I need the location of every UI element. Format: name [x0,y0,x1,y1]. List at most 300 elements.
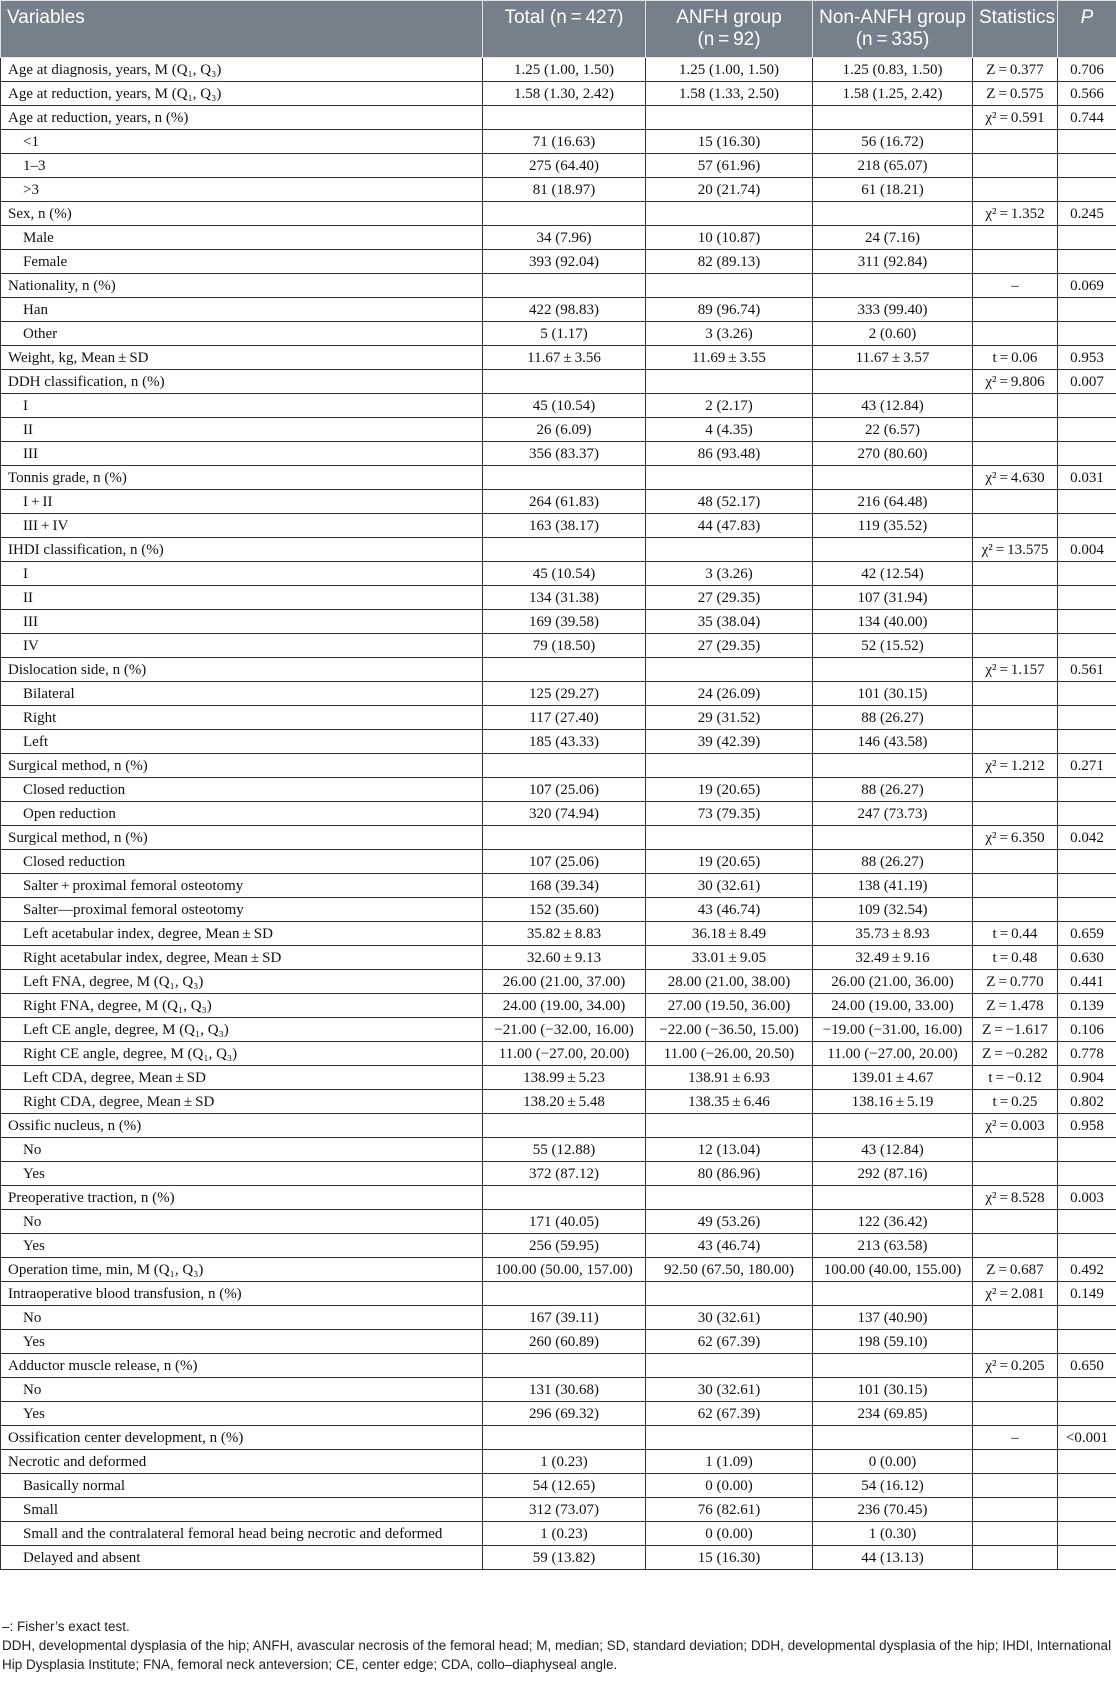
statistics-cell: Z = 0.770 [973,970,1058,994]
non-anfh-cell: 24.00 (19.00, 33.00) [813,994,973,1018]
variable-cell: Salter + proximal femoral osteotomy [1,874,483,898]
total-cell [483,826,646,850]
statistics-cell: t = 0.25 [973,1090,1058,1114]
statistics-cell [973,730,1058,754]
anfh-cell: 33.01 ± 9.05 [646,946,813,970]
non-anfh-cell: 213 (63.58) [813,1234,973,1258]
header-p [1058,1,1116,58]
variable-cell: Yes [1,1162,483,1186]
anfh-cell: 10 (10.87) [646,226,813,250]
total-cell: 5 (1.17) [483,322,646,346]
non-anfh-cell: 270 (80.60) [813,442,973,466]
anfh-cell: 3 (3.26) [646,562,813,586]
variable-cell: Ossific nucleus, n (%) [1,1114,483,1138]
p-value-cell [1058,874,1116,898]
anfh-cell [646,370,813,394]
statistics-cell [973,1234,1058,1258]
p-value-cell [1058,1522,1116,1546]
table-row [1,514,1116,538]
table-row [1,1090,1116,1114]
statistics-cell: – [973,1426,1058,1450]
non-anfh-cell: 107 (31.94) [813,586,973,610]
anfh-cell: 57 (61.96) [646,154,813,178]
total-cell: 185 (43.33) [483,730,646,754]
anfh-cell [646,538,813,562]
non-anfh-cell [813,1114,973,1138]
non-anfh-cell: 43 (12.84) [813,394,973,418]
statistics-cell [973,442,1058,466]
total-cell: 34 (7.96) [483,226,646,250]
total-cell [483,658,646,682]
statistics-cell [973,1306,1058,1330]
p-value-cell [1058,154,1116,178]
non-anfh-cell: 22 (6.57) [813,418,973,442]
statistics-cell [973,1450,1058,1474]
table-row [1,1138,1116,1162]
table-row [1,274,1116,298]
anfh-cell: 2 (2.17) [646,394,813,418]
total-cell: 320 (74.94) [483,802,646,826]
header-variables: Variables [1,1,483,58]
p-value-cell [1058,850,1116,874]
non-anfh-cell: 43 (12.84) [813,1138,973,1162]
non-anfh-cell [813,1186,973,1210]
total-cell: 138.99 ± 5.23 [483,1066,646,1090]
p-value-cell: 0.003 [1058,1186,1116,1210]
table-row [1,178,1116,202]
table-row [1,226,1116,250]
variable-cell: Surgical method, n (%) [1,754,483,778]
variable-cell: IHDI classification, n (%) [1,538,483,562]
non-anfh-cell: 139.01 ± 4.67 [813,1066,973,1090]
anfh-cell: 11.00 (−26.00, 20.50) [646,1042,813,1066]
p-value-cell [1058,1402,1116,1426]
p-value-cell: 0.139 [1058,994,1116,1018]
non-anfh-cell: 236 (70.45) [813,1498,973,1522]
table-row [1,754,1116,778]
p-value-cell [1058,898,1116,922]
statistics-cell: χ² = 1.352 [973,202,1058,226]
header-statistics: Statistics [973,1,1058,58]
non-anfh-cell: 1.25 (0.83, 1.50) [813,58,973,82]
total-cell: −21.00 (−32.00, 16.00) [483,1018,646,1042]
variable-cell: II [1,418,483,442]
variable-cell: Sex, n (%) [1,202,483,226]
p-value-cell [1058,1138,1116,1162]
anfh-cell: 1.58 (1.33, 2.50) [646,82,813,106]
total-cell [483,538,646,562]
table-row [1,610,1116,634]
p-value-cell: 0.492 [1058,1258,1116,1282]
p-value-cell: 0.706 [1058,58,1116,82]
non-anfh-cell: 333 (99.40) [813,298,973,322]
statistics-cell [973,418,1058,442]
anfh-cell: 30 (32.61) [646,1306,813,1330]
anfh-cell: 92.50 (67.50, 180.00) [646,1258,813,1282]
total-cell [483,202,646,226]
total-cell [483,1354,646,1378]
table-row [1,370,1116,394]
variable-cell: Left [1,730,483,754]
total-cell: 11.67 ± 3.56 [483,346,646,370]
p-value-cell [1058,418,1116,442]
total-cell: 35.82 ± 8.83 [483,922,646,946]
p-value-cell: 0.953 [1058,346,1116,370]
variable-cell: Small [1,1498,483,1522]
non-anfh-cell: 1.58 (1.25, 2.42) [813,82,973,106]
statistics-cell [973,634,1058,658]
p-value-cell: 0.149 [1058,1282,1116,1306]
variable-cell: DDH classification, n (%) [1,370,483,394]
anfh-cell: 89 (96.74) [646,298,813,322]
anfh-cell: 138.35 ± 6.46 [646,1090,813,1114]
anfh-cell [646,1426,813,1450]
anfh-cell [646,1186,813,1210]
table-row [1,538,1116,562]
non-anfh-cell: 52 (15.52) [813,634,973,658]
statistics-cell [973,1402,1058,1426]
total-cell [483,274,646,298]
statistics-cell: χ² = 0.591 [973,106,1058,130]
header-non-anfh-group [813,1,973,58]
non-anfh-cell [813,1282,973,1306]
total-cell: 125 (29.27) [483,682,646,706]
p-value-cell: 0.659 [1058,922,1116,946]
non-anfh-cell: 32.49 ± 9.16 [813,946,973,970]
non-anfh-cell: 292 (87.16) [813,1162,973,1186]
statistics-cell: χ² = 8.528 [973,1186,1058,1210]
header-anfh-group [646,1,813,58]
anfh-cell: 30 (32.61) [646,874,813,898]
variable-cell: Other [1,322,483,346]
p-value-cell: 0.271 [1058,754,1116,778]
variable-cell: Tonnis grade, n (%) [1,466,483,490]
statistics-cell [973,850,1058,874]
footnote-fisher: –: Fisher’s exact test. [2,1619,130,1634]
table-row [1,850,1116,874]
statistics-cell: t = 0.48 [973,946,1058,970]
variable-cell: Right CE angle, degree, M (Q₁, Q₃) [1,1042,483,1066]
anfh-cell: 62 (67.39) [646,1330,813,1354]
total-cell: 59 (13.82) [483,1546,646,1570]
p-value-cell [1058,610,1116,634]
anfh-cell: 36.18 ± 8.49 [646,922,813,946]
p-value-cell: 0.561 [1058,658,1116,682]
table-row [1,82,1116,106]
p-value-cell: 0.069 [1058,274,1116,298]
statistics-cell [973,1546,1058,1570]
anfh-cell [646,274,813,298]
p-value-cell [1058,730,1116,754]
table-header [1,1,1116,58]
statistics-cell: t = 0.06 [973,346,1058,370]
variable-cell: III [1,610,483,634]
total-cell: 264 (61.83) [483,490,646,514]
statistics-cell: Z = 0.575 [973,82,1058,106]
anfh-cell: 35 (38.04) [646,610,813,634]
anfh-cell [646,1282,813,1306]
variable-cell: Operation time, min, M (Q₁, Q₃) [1,1258,483,1282]
non-anfh-cell: 88 (26.27) [813,706,973,730]
p-value-cell [1058,1234,1116,1258]
non-anfh-cell: 11.67 ± 3.57 [813,346,973,370]
variable-cell: No [1,1378,483,1402]
statistics-cell [973,1522,1058,1546]
table-row [1,1522,1116,1546]
statistics-cell [973,1210,1058,1234]
anfh-cell: −22.00 (−36.50, 15.00) [646,1018,813,1042]
variable-cell: Bilateral [1,682,483,706]
non-anfh-cell: 101 (30.15) [813,1378,973,1402]
statistics-cell [973,586,1058,610]
total-cell: 134 (31.38) [483,586,646,610]
p-value-cell: 0.566 [1058,82,1116,106]
statistics-cell [973,1378,1058,1402]
total-cell: 167 (39.11) [483,1306,646,1330]
total-cell: 24.00 (19.00, 34.00) [483,994,646,1018]
statistics-cell [973,610,1058,634]
non-anfh-cell: 88 (26.27) [813,778,973,802]
p-value-cell [1058,298,1116,322]
non-anfh-cell: 2 (0.60) [813,322,973,346]
variable-cell: 1–3 [1,154,483,178]
non-anfh-cell: 122 (36.42) [813,1210,973,1234]
p-value-cell: 0.904 [1058,1066,1116,1090]
table-row [1,1354,1116,1378]
total-cell [483,754,646,778]
non-anfh-cell: 109 (32.54) [813,898,973,922]
table-row [1,1210,1116,1234]
statistics-cell: Z = 1.478 [973,994,1058,1018]
variable-cell: Age at reduction, years, M (Q₁, Q₃) [1,82,483,106]
anfh-cell [646,754,813,778]
table-row [1,1498,1116,1522]
total-cell: 312 (73.07) [483,1498,646,1522]
p-value-cell: 0.031 [1058,466,1116,490]
header-non-anfh-text: Non-ANFH group (n = 335) [819,7,966,50]
anfh-cell: 76 (82.61) [646,1498,813,1522]
variable-cell: Adductor muscle release, n (%) [1,1354,483,1378]
p-value-cell [1058,178,1116,202]
table-row [1,1282,1116,1306]
variable-cell: Male [1,226,483,250]
statistics-cell: χ² = 1.212 [973,754,1058,778]
variable-cell: Preoperative traction, n (%) [1,1186,483,1210]
non-anfh-cell: 24 (7.16) [813,226,973,250]
p-value-cell: 0.004 [1058,538,1116,562]
anfh-cell: 82 (89.13) [646,250,813,274]
total-cell: 71 (16.63) [483,130,646,154]
non-anfh-cell [813,538,973,562]
anfh-cell: 29 (31.52) [646,706,813,730]
variable-cell: No [1,1306,483,1330]
variable-cell: Yes [1,1330,483,1354]
total-cell: 138.20 ± 5.48 [483,1090,646,1114]
p-value-cell [1058,682,1116,706]
non-anfh-cell: 42 (12.54) [813,562,973,586]
table-row [1,130,1116,154]
variable-cell: Right FNA, degree, M (Q₁, Q₃) [1,994,483,1018]
header-p-text: P [1080,7,1094,28]
anfh-cell: 15 (16.30) [646,1546,813,1570]
table-row [1,1114,1116,1138]
variable-cell: Open reduction [1,802,483,826]
non-anfh-cell: 61 (18.21) [813,178,973,202]
anfh-cell [646,1114,813,1138]
table-row [1,922,1116,946]
p-value-cell [1058,778,1116,802]
table-row [1,658,1116,682]
variable-cell: I + II [1,490,483,514]
variable-cell: Left FNA, degree, M (Q₁, Q₃) [1,970,483,994]
p-value-cell: 0.650 [1058,1354,1116,1378]
table-row [1,946,1116,970]
p-value-cell [1058,802,1116,826]
p-value-cell [1058,1546,1116,1570]
footnotes [0,1617,1114,1674]
non-anfh-cell: −19.00 (−31.00, 16.00) [813,1018,973,1042]
table-row [1,730,1116,754]
anfh-cell: 4 (4.35) [646,418,813,442]
total-cell: 1 (0.23) [483,1450,646,1474]
anfh-cell: 48 (52.17) [646,490,813,514]
header-anfh-text: ANFH group (n = 92) [676,7,782,50]
variable-cell: Closed reduction [1,778,483,802]
table-row [1,1426,1116,1450]
statistics-cell: χ² = 1.157 [973,658,1058,682]
table-row [1,250,1116,274]
anfh-cell: 27.00 (19.50, 36.00) [646,994,813,1018]
non-anfh-cell: 234 (69.85) [813,1402,973,1426]
p-value-cell: 0.744 [1058,106,1116,130]
non-anfh-cell: 100.00 (40.00, 155.00) [813,1258,973,1282]
table-row [1,586,1116,610]
p-value-cell [1058,586,1116,610]
total-cell: 45 (10.54) [483,562,646,586]
anfh-cell: 28.00 (21.00, 38.00) [646,970,813,994]
variable-cell: Surgical method, n (%) [1,826,483,850]
statistics-cell: χ² = 2.081 [973,1282,1058,1306]
non-anfh-cell: 119 (35.52) [813,514,973,538]
statistics-cell [973,250,1058,274]
anfh-cell: 1.25 (1.00, 1.50) [646,58,813,82]
variable-cell: Right [1,706,483,730]
statistics-cell: t = −0.12 [973,1066,1058,1090]
table-row [1,1378,1116,1402]
non-anfh-cell [813,106,973,130]
total-cell: 107 (25.06) [483,850,646,874]
table-row [1,706,1116,730]
total-cell [483,1186,646,1210]
total-cell: 296 (69.32) [483,1402,646,1426]
total-cell: 169 (39.58) [483,610,646,634]
statistics-cell [973,1498,1058,1522]
p-value-cell: 0.106 [1058,1018,1116,1042]
variable-cell: Dislocation side, n (%) [1,658,483,682]
table-row [1,826,1116,850]
statistics-cell [973,154,1058,178]
table-row [1,1042,1116,1066]
total-cell: 117 (27.40) [483,706,646,730]
table-row [1,1306,1116,1330]
variable-cell: Delayed and absent [1,1546,483,1570]
anfh-cell: 73 (79.35) [646,802,813,826]
anfh-cell: 27 (29.35) [646,586,813,610]
table-row [1,562,1116,586]
statistics-cell: χ² = 0.003 [973,1114,1058,1138]
non-anfh-cell [813,754,973,778]
table-row [1,58,1116,82]
total-cell: 1.58 (1.30, 2.42) [483,82,646,106]
p-value-cell: 0.441 [1058,970,1116,994]
non-anfh-cell [813,1426,973,1450]
p-value-cell: 0.958 [1058,1114,1116,1138]
table-row [1,154,1116,178]
total-cell: 131 (30.68) [483,1378,646,1402]
table-row [1,1258,1116,1282]
table-row [1,346,1116,370]
table-row [1,1186,1116,1210]
non-anfh-cell: 11.00 (−27.00, 20.00) [813,1042,973,1066]
variable-cell: <1 [1,130,483,154]
statistics-cell [973,1138,1058,1162]
variable-cell: Female [1,250,483,274]
p-value-cell [1058,442,1116,466]
statistics-cell: χ² = 6.350 [973,826,1058,850]
anfh-cell: 19 (20.65) [646,778,813,802]
p-value-cell [1058,1306,1116,1330]
p-value-cell [1058,634,1116,658]
p-value-cell [1058,490,1116,514]
table-row [1,970,1116,994]
total-cell: 168 (39.34) [483,874,646,898]
p-value-cell: 0.778 [1058,1042,1116,1066]
p-value-cell: 0.802 [1058,1090,1116,1114]
non-anfh-cell: 35.73 ± 8.93 [813,922,973,946]
variable-cell: Age at diagnosis, years, M (Q₁, Q₃) [1,58,483,82]
statistics-cell [973,874,1058,898]
anfh-cell: 30 (32.61) [646,1378,813,1402]
variable-cell: Salter—proximal femoral osteotomy [1,898,483,922]
table-row [1,418,1116,442]
table-row [1,874,1116,898]
variable-cell: Yes [1,1402,483,1426]
p-value-cell: 0.042 [1058,826,1116,850]
anfh-cell [646,106,813,130]
non-anfh-cell [813,826,973,850]
total-cell [483,370,646,394]
statistics-cell: Z = −0.282 [973,1042,1058,1066]
table-row [1,1018,1116,1042]
non-anfh-cell: 88 (26.27) [813,850,973,874]
statistics-cell [973,562,1058,586]
variable-cell: Small and the contralateral femoral head being necrotic and deformed [1,1522,483,1546]
total-cell: 26 (6.09) [483,418,646,442]
anfh-cell: 12 (13.04) [646,1138,813,1162]
total-cell: 107 (25.06) [483,778,646,802]
total-cell: 372 (87.12) [483,1162,646,1186]
table-row [1,1066,1116,1090]
total-cell: 275 (64.40) [483,154,646,178]
non-anfh-cell: 311 (92.84) [813,250,973,274]
variable-cell: IV [1,634,483,658]
table-row [1,1234,1116,1258]
statistics-cell [973,394,1058,418]
p-value-cell: 0.007 [1058,370,1116,394]
anfh-cell: 80 (86.96) [646,1162,813,1186]
anfh-cell: 20 (21.74) [646,178,813,202]
statistics-cell: Z = 0.377 [973,58,1058,82]
